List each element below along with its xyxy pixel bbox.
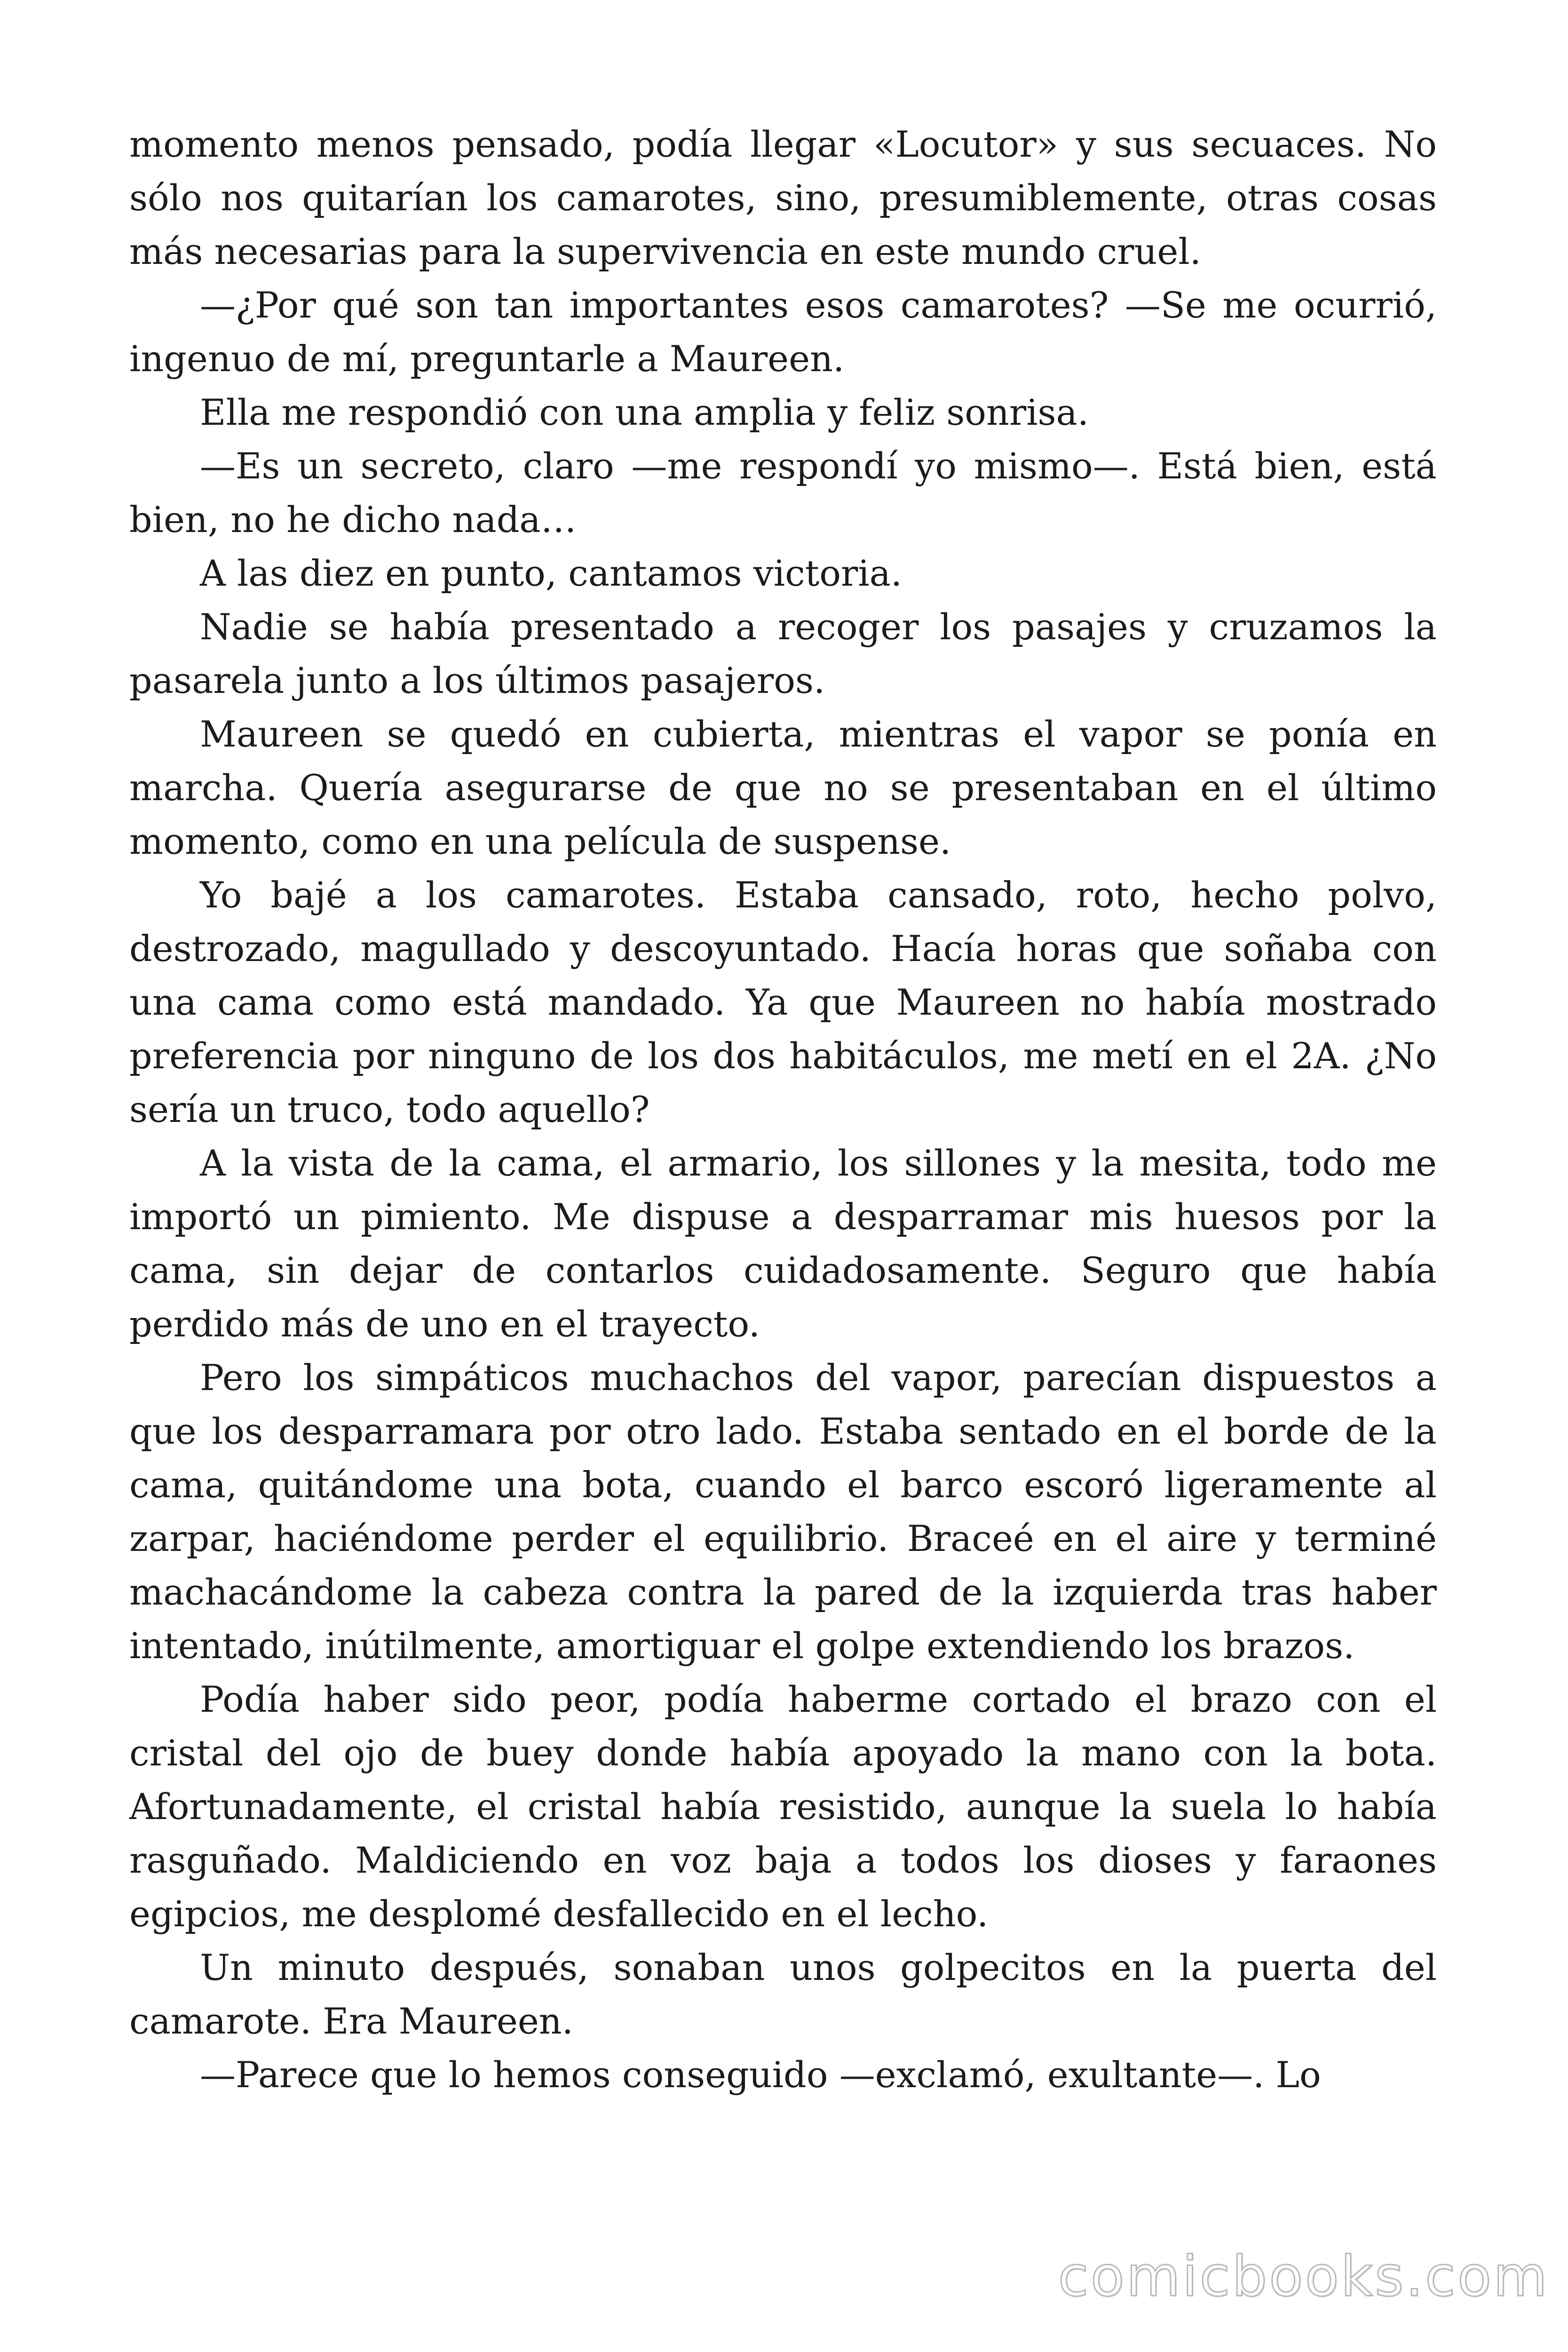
paragraph-1: momento menos pensado, podía llegar «Locutor» y sus secuaces. No sólo nos quitarían los camarotes, sino, presumiblemente, otras cosas más necesarias para la supervivencia en este mundo cruel.	[129, 123, 1437, 272]
paragraph-12: Un minuto después, sonaban unos golpecitos en la puerta del camarote. Era Maureen.	[129, 1947, 1437, 2042]
paragraph-11: Podía haber sido peor, podía haberme cortado el brazo con el cristal del ojo de buey donde había apoyado la mano con la bota. Afortunadamente, el cristal había resistido, aunque la suela lo había rasguñado. Maldiciendo en voz baja a todos los dioses y faraones egipcios, me desplomé desfallecido en el lecho.	[129, 1678, 1437, 1935]
paragraph-3: Ella me respondió con una amplia y feliz sonrisa.	[200, 391, 1089, 433]
paragraph-9: A la vista de la cama, el armario, los sillones y la mesita, todo me importó un pimiento. Me dispuse a desparramar mis huesos por la cama, sin dejar de contarlos cuidadosamente. Seguro que había perdido más de uno en el trayecto.	[129, 1142, 1437, 1345]
watermark-logo: comicbooks.com	[1058, 2244, 1549, 2309]
paragraph-4: —Es un secreto, claro —me respondí yo mismo—. Está bien, está bien, no he dicho nada…	[129, 445, 1437, 540]
paragraph-13: —Parece que lo hemos conseguido —exclamó, exultante—. Lo	[200, 2054, 1321, 2096]
paragraph-10: Pero los simpáticos muchachos del vapor, parecían dispuestos a que los desparramara por otro lado. Estaba sentado en el borde de la cama, quitándome una bota, cuando el barco escoró ligeramente al zarpar, haciéndome perder el equilibrio. Braceé en el aire y terminé machacándome la cabeza contra la pared de la izquierda tras haber intentado, inútilmente, amortiguar el golpe extendiendo los brazos.	[129, 1357, 1437, 1667]
paragraph-5: A las diez en punto, cantamos victoria.	[200, 552, 903, 594]
paragraph-2: —¿Por qué son tan importantes esos camarotes? —Se me ocurrió, ingenuo de mí, preguntarle a Maureen.	[129, 284, 1437, 380]
paragraph-7: Maureen se quedó en cubierta, mientras el vapor se ponía en marcha. Quería asegurarse de que no se presentaban en el último momento, como en una película de suspense.	[129, 713, 1437, 862]
paragraph-6: Nadie se había presentado a recoger los pasajes y cruzamos la pasarela junto a los últimos pasajeros.	[129, 606, 1437, 701]
paragraph-8: Yo bajé a los camarotes. Estaba cansado, roto, hecho polvo, destrozado, magullado y descoyuntado. Hacía horas que soñaba con una cama como está mandado. Ya que Maureen no había mostrado preferencia por ninguno de los dos habitáculos, me metí en el 2A. ¿No sería un truco, todo aquello?	[129, 874, 1437, 1130]
page-body-text	[129, 118, 1437, 2102]
